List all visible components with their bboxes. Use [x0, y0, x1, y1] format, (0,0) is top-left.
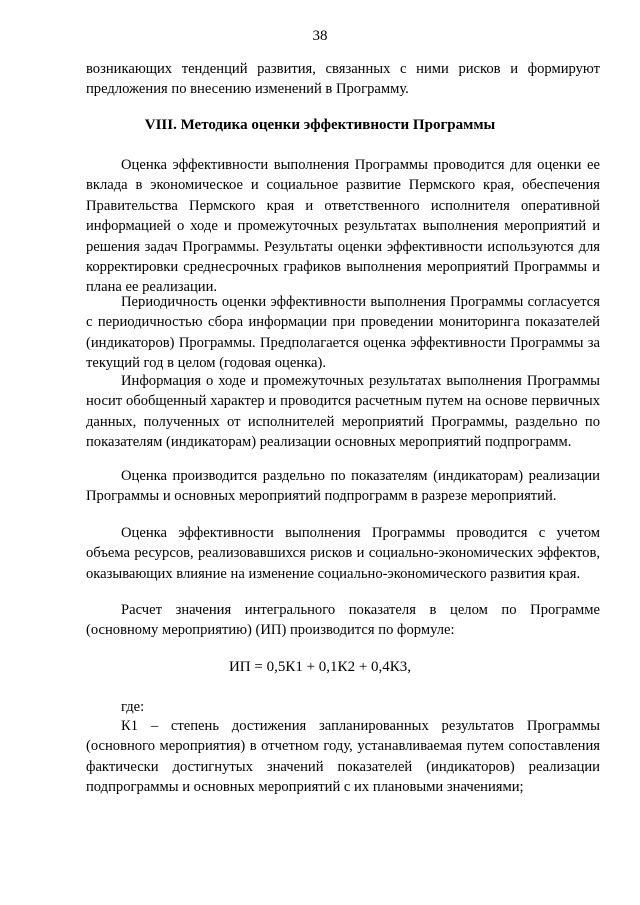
paragraph-periodicity	[86, 292, 600, 374]
intro-text	[86, 59, 600, 100]
k1-definition: К1 – степень достижения запланированных результатов Программы (основного мероприятия) в отчетном году, устанавливаемая путем сопоставления фактически достигнутых значений показателей (индикаторов) реализации подпрограммы и основных мероприятий с их плановыми значениями;	[86, 718, 600, 796]
where-label-block	[86, 697, 600, 717]
intro-line: предложения по внесению изменений в Программу.	[86, 81, 409, 98]
paragraph-text: Расчет значения интегрального показателя в целом по Программе (основному мероприятию) (ИП) производится по формуле:	[86, 602, 600, 639]
paragraph-assessment	[86, 466, 600, 507]
k1-definition-block	[86, 716, 600, 798]
paragraph-text: Информация о ходе и промежуточных результатах выполнения Программы носит обобщенный характер и проводится расчетным путем на основе первичных данных, полученных от исполнителей мероприятий Программы, раздельно по показателям (индикаторам) реализации основных мероприятий подпрограмм.	[86, 373, 600, 451]
page-number: 38	[312, 28, 328, 44]
where-label: где:	[121, 699, 145, 715]
paragraph-text: Оценка производится раздельно по показателям (индикаторам) реализации Программы и основных мероприятий подпрограмм в разрезе мероприятий.	[86, 468, 600, 505]
paragraph-purpose	[86, 155, 600, 298]
paragraph-information	[86, 371, 600, 453]
paragraph-calculation	[86, 600, 600, 641]
section-heading: VIII. Методика оценки эффективности Программы	[144, 117, 496, 133]
paragraph-text: Периодичность оценки эффективности выполнения Программы согласуется с периодичностью сбора информации при проведении мониторинга показателей (индикаторов) Программы. Предполагается оценка эффективности Программы за текущий год в целом (годовая оценка).	[86, 294, 600, 372]
intro-line: возникающих тенденций развития, связанных с ними рисков и формируют	[86, 61, 600, 77]
formula: ИП = 0,5К1 + 0,1К2 + 0,4К3,	[228, 659, 412, 675]
paragraph-text: Оценка эффективности выполнения Программы проводится с учетом объема ресурсов, реализовавшихся рисков и социально-экономических эффектов, оказывающих влияние на изменение социально-экономического развития края.	[86, 525, 600, 582]
paragraph-text: Оценка эффективности выполнения Программы проводится для оценки ее вклада в экономическое и социальное развитие Пермского края, обеспечения Правительства Пермского края и ответственного исполнителя оперативной информацией о ходе и промежуточных результатах выполнения мероприятий и решения задач Программы. Результаты оценки эффективности используются для корректировки среднесрочных графиков выполнения мероприятий Программы и плана ее реализации.	[86, 157, 600, 296]
paragraph-efficiency	[86, 523, 600, 584]
